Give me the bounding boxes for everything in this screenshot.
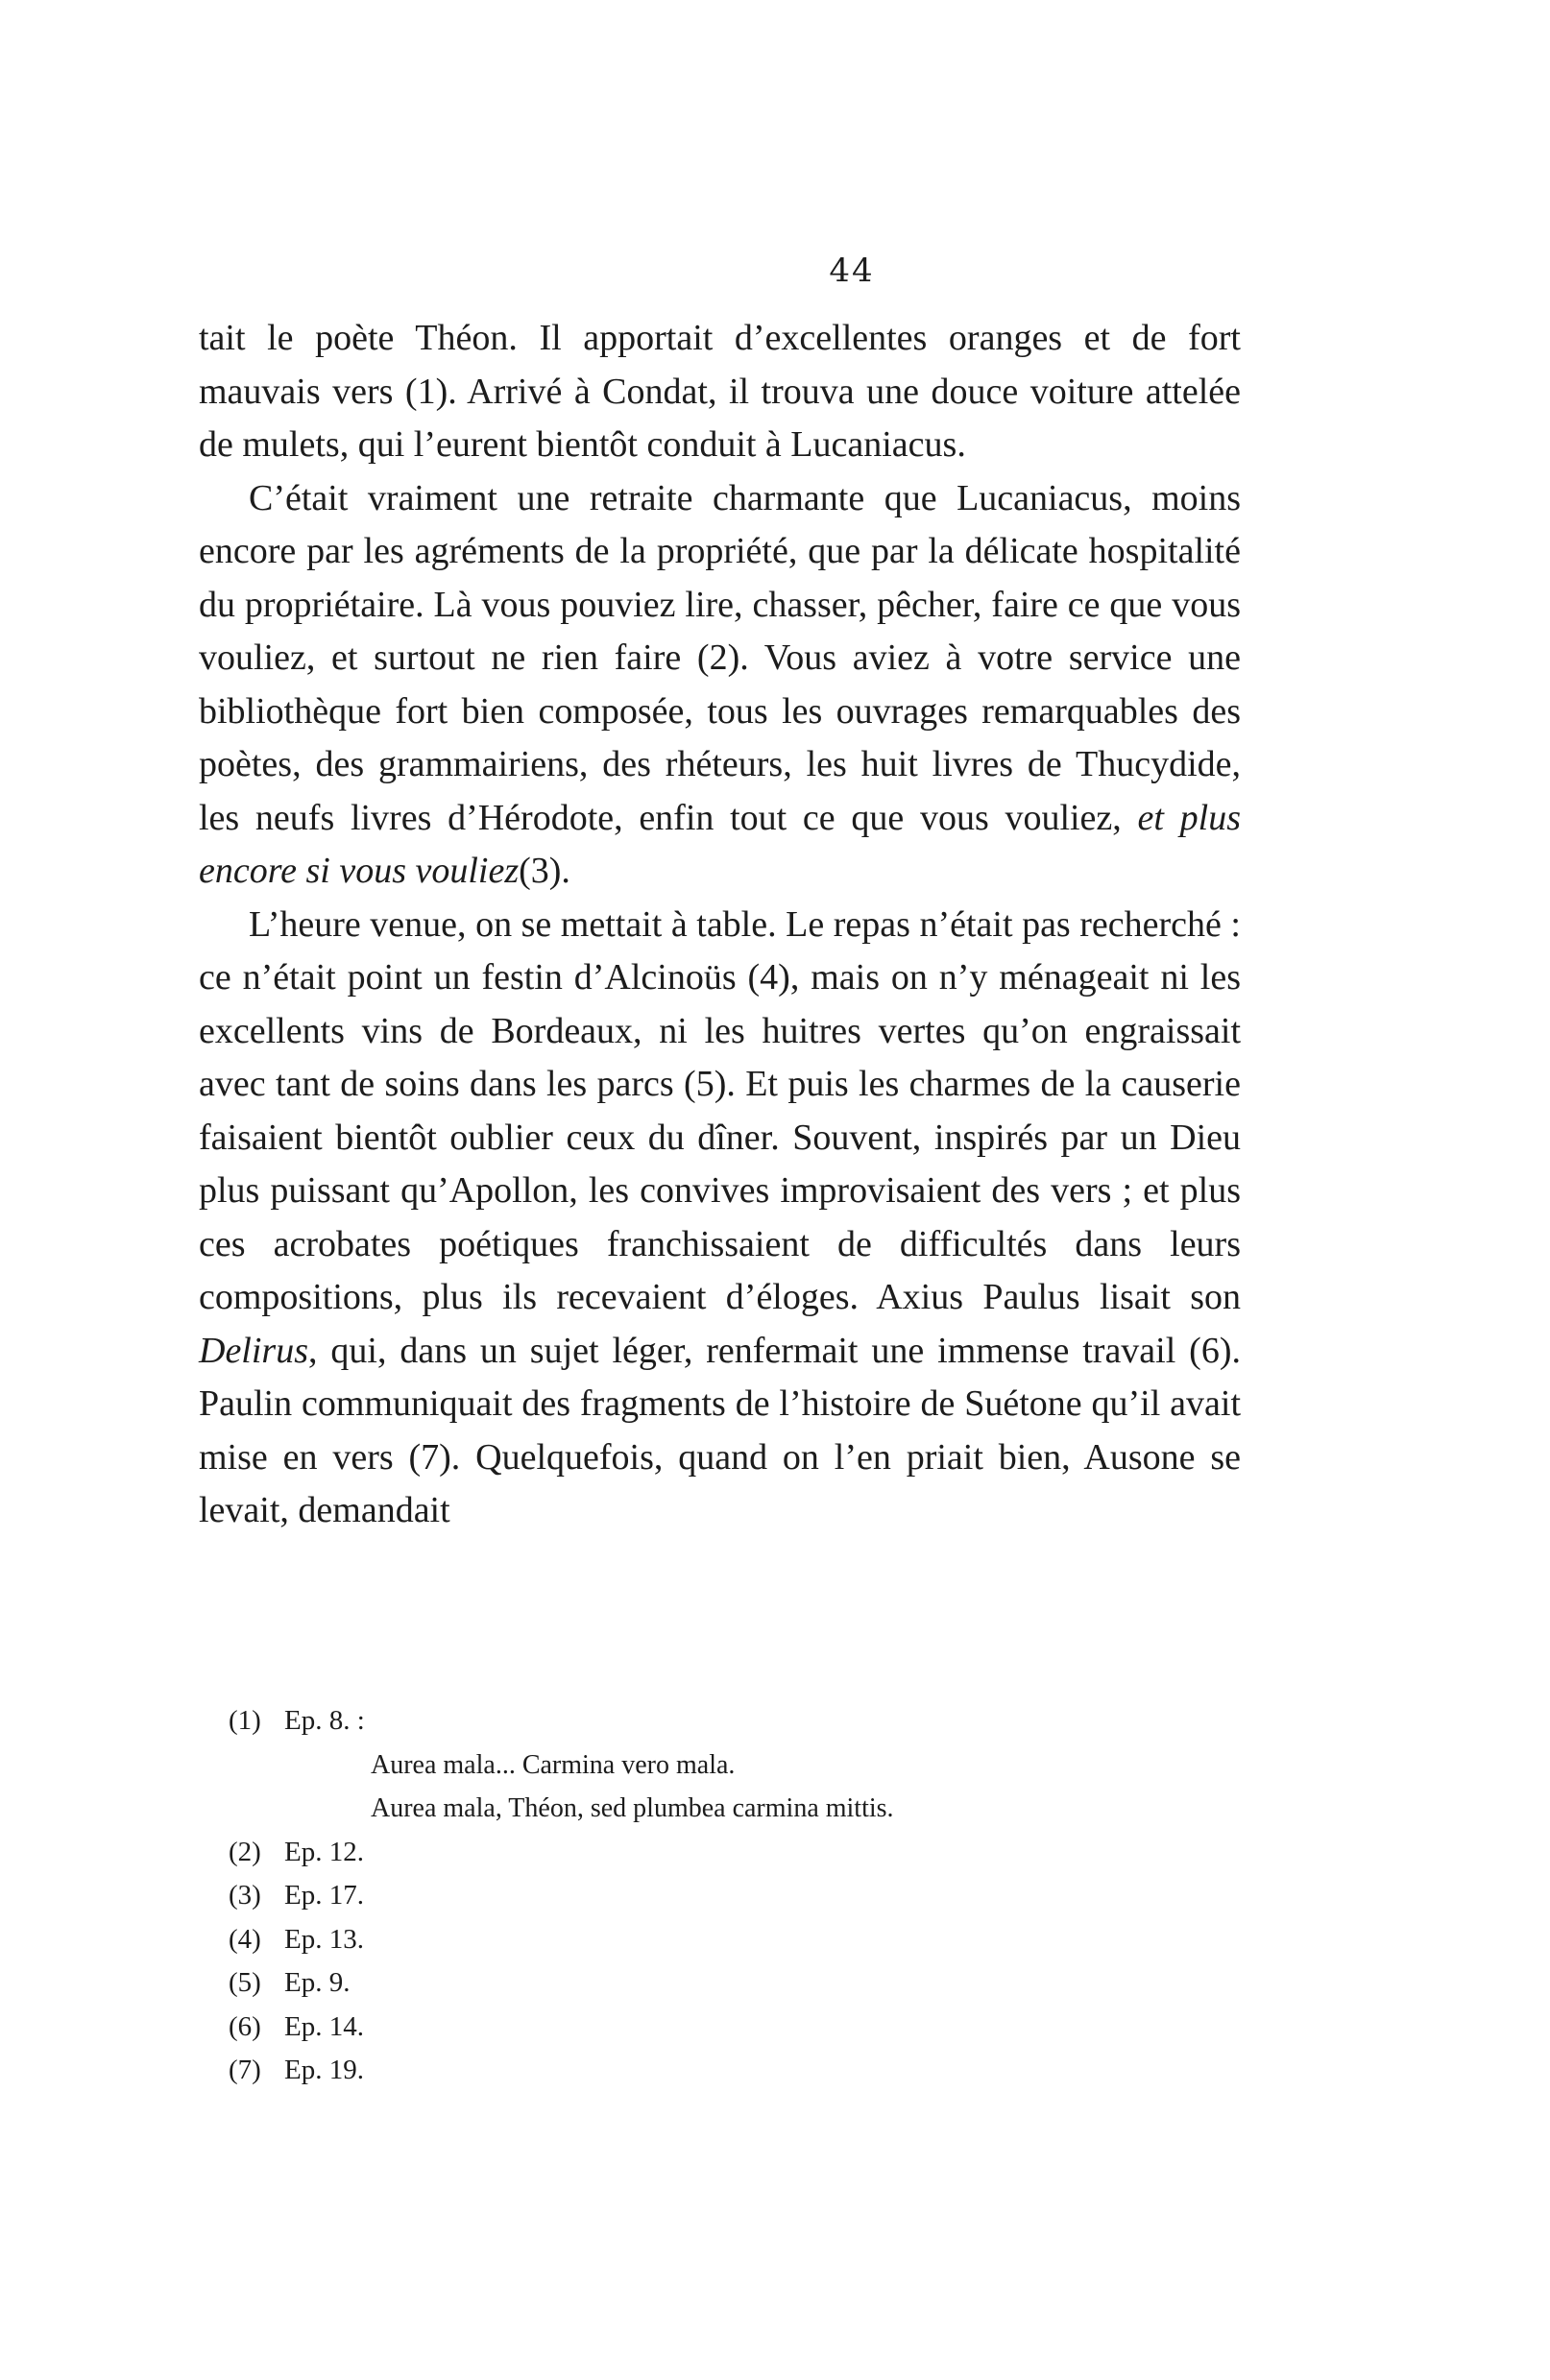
paragraph-1: tait le poète Théon. Il apportait d’excellentes oranges et de fort mauvais vers (1). Arrivé à Condat, il trouva une douce voiture attelée de mulets, qui l’eurent bientôt conduit à Lucaniacus. (199, 318, 1241, 465)
paragraph-3 (199, 899, 1241, 1538)
footnote-4 (229, 1918, 1237, 1962)
body-text (199, 312, 1241, 1538)
footnote-reference: Ep. 17. (284, 1880, 364, 1911)
footnote-reference: Ep. 8. : (284, 1705, 365, 1736)
paragraph-3-end: , qui, dans un sujet léger, renfermait une immense travail (6). Paulin communiquait des fragments de l’histoire de Suétone qu’il avait mise en vers (7). Quelquefois, quand on l’en priait bien, Ausone se levait, demandait (199, 1330, 1241, 1530)
footnote-number: (7) (229, 2055, 261, 2085)
paragraph-2-text: C’était vraiment une retraite charmante que Lucaniacus, moins encore par les agréments de la propriété, que par la délicate hospitalité du propriétaire. Là vous pouviez lire, chasser, pêcher, faire ce que vous vouliez, et surtout ne rien faire (2). Vous aviez à votre service une bibliothèque fort bien composée, tous les ouvrages remarquables des poètes, des grammairiens, des rhéteurs, les huit livres de Thucydide, les neufs livres d’Hérodote, enfin tout ce que vous vouliez, (199, 477, 1241, 838)
footnote-reference: Ep. 14. (284, 2010, 364, 2042)
footnote-7 (229, 2049, 1237, 2093)
paragraph-2-italic: et plus encore si vous vouliez (199, 797, 1241, 891)
paragraph-2-end: (3). (519, 851, 570, 891)
footnote-2 (229, 1831, 1237, 1875)
page-number: 44 (829, 252, 875, 290)
footnote-number: (3) (229, 1880, 261, 1911)
footnote-reference: Ep. 19. (284, 2055, 364, 2085)
paragraph-3-text: L’heure venue, on se mettait à table. Le repas n’était pas recherché : ce n’était point un festin d’Alcinoüs (4), mais on n’y ménageait ni les excellents vins de Bordeaux, ni les huitres vertes qu’on engraissait avec tant de soins dans les parcs (5). Et puis les charmes de la causerie faisaient bientôt oublier ceux du dîner. Souvent, inspirés par un Dieu plus puissant qu’Apollon, les convives improvisaient des vers ; et plus ces acrobates poétiques franchissaient de difficultés dans leurs compositions, plus ils recevaient d’éloges. Axius Paulus lisait son (199, 903, 1241, 1317)
footnote-number: (2) (229, 1836, 261, 1867)
footnote-quote-line-1: Aurea mala... Carmina vero mala. (371, 1749, 736, 1780)
footnote-6 (229, 2006, 1237, 2050)
footnote-reference: Ep. 13. (284, 1923, 364, 1955)
footnote-number: (1) (229, 1705, 261, 1736)
footnote-quote-line-2: Aurea mala, Théon, sed plumbea carmina mittis. (371, 1793, 894, 1823)
footnote-number: (6) (229, 2010, 261, 2042)
footnotes (229, 1699, 1237, 2093)
footnote-1 (229, 1699, 1237, 1743)
footnote-number: (4) (229, 1923, 261, 1955)
paragraph-3-italic: Delirus (199, 1330, 308, 1371)
footnote-5 (229, 1961, 1237, 2006)
footnote-reference: Ep. 12. (284, 1836, 364, 1867)
footnote-reference: Ep. 9. (284, 1967, 351, 1998)
footnote-number: (5) (229, 1967, 261, 1998)
paragraph-2 (199, 472, 1241, 899)
footnote-3 (229, 1874, 1237, 1918)
